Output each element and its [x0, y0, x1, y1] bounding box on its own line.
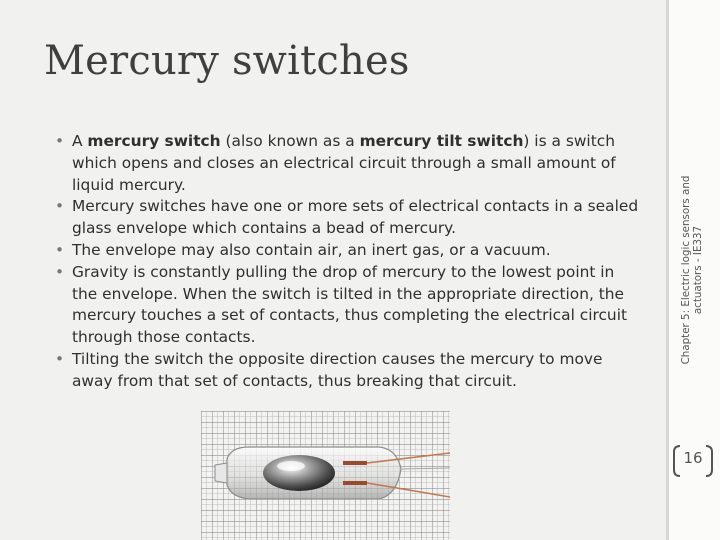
bullet-text: Tilting the switch the opposite direction causes the mercury to move away from that set of contacts, thus breaking that circuit. — [72, 349, 603, 390]
bullet-item — [52, 240, 642, 262]
bullet-icon: • — [55, 132, 65, 150]
bullet-icon: • — [55, 349, 65, 368]
bullet-item — [52, 349, 642, 393]
side-divider — [666, 0, 669, 540]
bullet-text-mid: (also known as a — [220, 132, 360, 150]
bullet-text: The envelope may also contain air, an inert gas, or a vacuum. — [72, 240, 551, 259]
page-number: 16 — [683, 449, 703, 467]
bullet-text-bold: mercury switch — [87, 132, 221, 150]
bullet-text: Gravity is constantly pulling the drop of mercury to the lowest point in the envelope. When the switch is tilted in the appropriate direction, the mercury touches a set of contacts, thus completing the electrical circuit through those contacts. — [72, 262, 628, 347]
bullet-list — [52, 131, 642, 393]
bullet-text-bold: mercury tilt switch — [359, 132, 524, 150]
bullet-icon: • — [55, 262, 65, 281]
slide-title: Mercury switches — [44, 38, 410, 84]
bullet-text-pre: A — [72, 132, 88, 150]
bullet-icon: • — [55, 240, 65, 259]
chapter-caption: Chapter 5: Electric logic sensors and actuators - IE337 — [680, 175, 704, 365]
bullet-item — [52, 262, 642, 349]
bullet-text-post: ) is a switch which opens and closes an electrical circuit through a small amount of liquid mercury. — [72, 132, 616, 194]
bullet-item — [52, 196, 642, 240]
bullet-icon: • — [55, 197, 65, 216]
bullet-text: Mercury switches have one or more sets of electrical contacts in a sealed glass envelope which contains a bead of mercury. — [72, 197, 639, 238]
bullet-item — [52, 131, 642, 196]
mercury-switch-photo — [201, 411, 450, 540]
